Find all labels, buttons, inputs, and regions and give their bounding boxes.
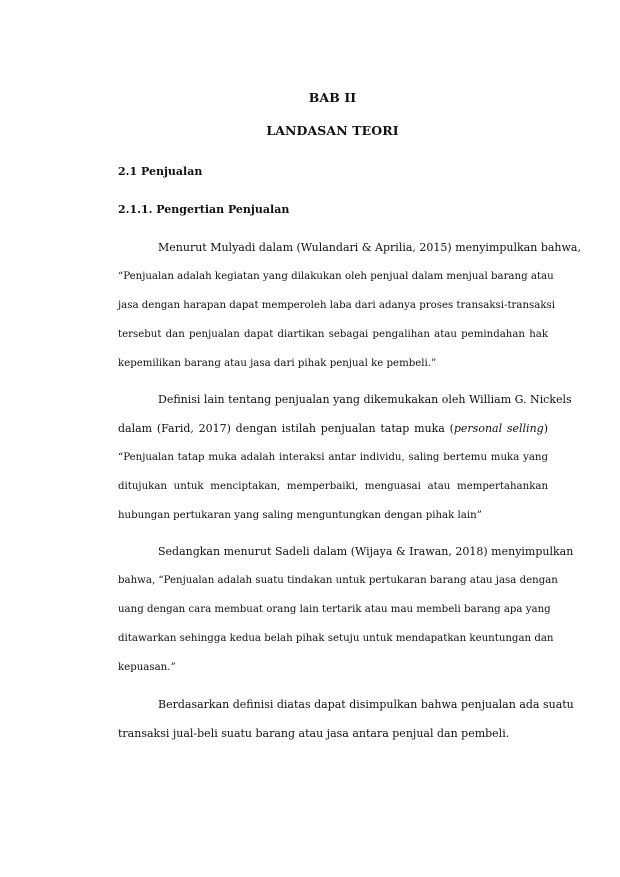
paragraph-3 bbox=[118, 537, 574, 682]
section-heading: 2.1 Penjualan bbox=[118, 165, 203, 178]
paragraph-line: transaksi jual-beli suatu barang atau jasa antara penjual dan pembeli. bbox=[118, 727, 510, 740]
subsection-heading: 2.1.1. Pengertian Penjualan bbox=[118, 203, 290, 216]
paragraph-line: Definisi lain tentang penjualan yang dikemukakan oleh William G. Nickels bbox=[158, 393, 572, 406]
paragraph-line: Menurut Mulyadi dalam (Wulandari & Aprilia, 2015) menyimpulkan bahwa, bbox=[158, 241, 581, 254]
paragraph-line: Sedangkan menurut Sadeli dalam (Wijaya & Irawan, 2018) menyimpulkan bbox=[158, 545, 574, 558]
paragraph-line: ditawarkan sehingga kedua belah pihak setuju untuk mendapatkan keuntungan dan bbox=[118, 633, 554, 644]
paragraph-line: hubungan pertukaran yang saling menguntungkan dengan pihak lain” bbox=[118, 510, 482, 521]
paragraph-line: kepuasan.” bbox=[118, 662, 176, 673]
paragraph-4 bbox=[118, 690, 574, 748]
chapter-number: BAB II bbox=[308, 90, 357, 105]
paragraph-line: uang dengan cara membuat orang lain tertarik atau mau membeli barang apa yang bbox=[118, 604, 551, 615]
paragraph-line: Berdasarkan definisi diatas dapat disimpulkan bahwa penjualan ada suatu bbox=[158, 698, 574, 711]
paragraph-line: jasa dengan harapan dapat memperoleh laba dari adanya proses transaksi-transaksi bbox=[118, 300, 555, 311]
paragraph-1 bbox=[118, 233, 581, 378]
paragraph-line: kepemilikan barang atau jasa dari pihak penjual ke pembeli.” bbox=[118, 358, 437, 369]
italic-term: personal selling bbox=[453, 422, 544, 435]
chapter-title: LANDASAN TEORI bbox=[266, 123, 399, 138]
paragraph-line: “Penjualan adalah kegiatan yang dilakukan oleh penjual dalam menjual barang atau bbox=[118, 271, 554, 282]
paragraph-2 bbox=[118, 385, 572, 530]
paragraph-line: “Penjualan tatap muka adalah interaksi antar individu, saling bertemu muka yang bbox=[118, 452, 548, 463]
paragraph-line: dalam (Farid, 2017) dengan istilah penjualan tatap muka (personal selling) bbox=[118, 422, 548, 435]
paragraph-line: tersebut dan penjualan dapat diartikan sebagai pengalihan atau pemindahan hak bbox=[118, 329, 548, 340]
paragraph-line: bahwa, “Penjualan adalah suatu tindakan untuk pertukaran barang atau jasa dengan bbox=[118, 575, 558, 586]
paragraph-line: ditujukan untuk menciptakan, memperbaiki, menguasai atau mempertahankan bbox=[118, 481, 548, 492]
